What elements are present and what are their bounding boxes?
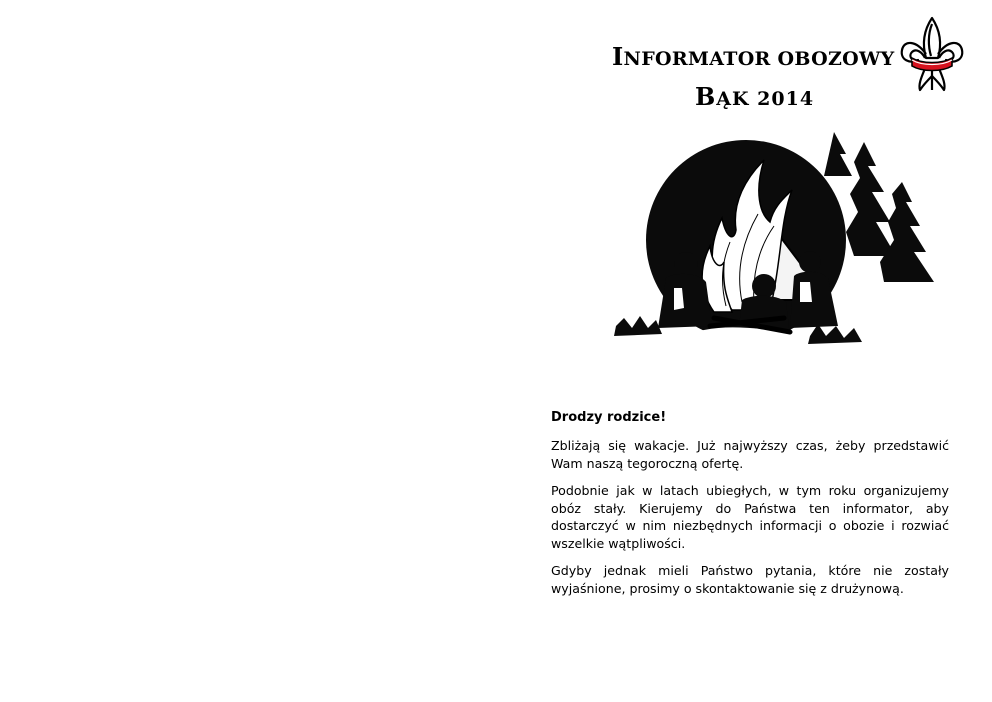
subtitle-first-letter: B: [695, 82, 717, 111]
document-title: [612, 42, 895, 71]
subtitle-rest: ĄK 2014: [716, 88, 815, 110]
scout-fleur-de-lis-icon: [898, 14, 966, 94]
document-subtitle: [695, 82, 814, 111]
letter-greeting: Drodzy rodzice!: [551, 410, 667, 425]
letter-paragraph: Gdyby jednak mieli Państwo pytania, które nie zostały wyjaśnione, prosimy o skontaktowanie się z drużynową.: [551, 563, 949, 596]
title-rest: NFORMATOR OBOZOWY: [623, 48, 895, 70]
letter-body: [551, 410, 949, 607]
campfire-illustration: [614, 122, 940, 370]
letter-paragraph: Podobnie jak w latach ubiegłych, w tym roku organizujemy obóz stały. Kierujemy do Państwa ten informator, aby dostarczyć w nim niezbędnych informacji o obozie i rozwiać wszelkie wątpliwości.: [551, 483, 949, 551]
letter-paragraph: Zbliżają się wakacje. Już najwyższy czas, żeby przedstawić Wam naszą tegoroczną ofertę.: [551, 438, 949, 471]
title-first-letter: I: [612, 42, 624, 71]
